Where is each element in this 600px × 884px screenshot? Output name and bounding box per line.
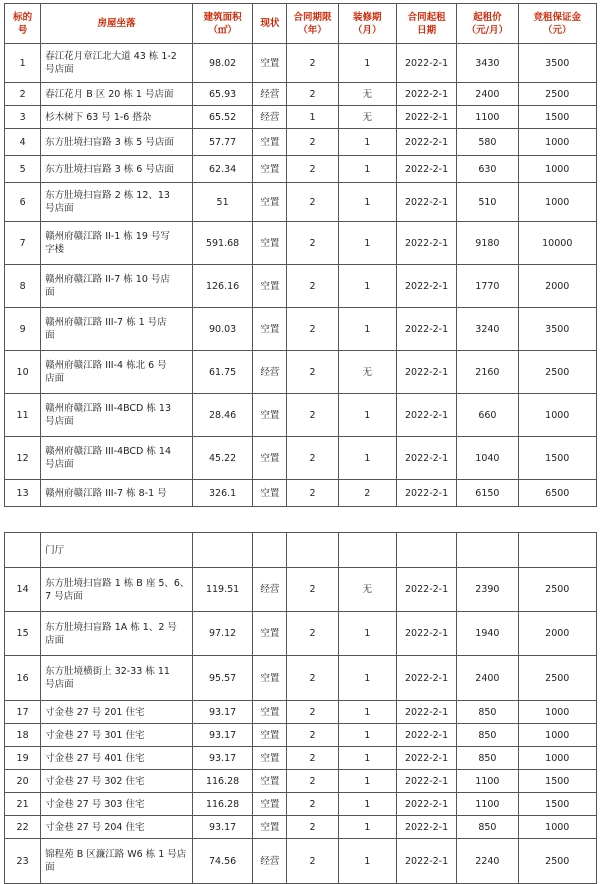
address-cell [41, 816, 193, 839]
start-date-cell: 2022-2-1 [396, 156, 456, 183]
status-cell: 空置 [253, 656, 287, 701]
index-cell: 5 [5, 156, 41, 183]
start-date-cell: 2022-2-1 [396, 265, 456, 308]
address-line: 杉木树下 63 号 1-6 搭杂 [45, 111, 152, 123]
address-line: 东方肚境扫盲路 3 栋 6 号店面 [45, 163, 174, 175]
deposit-cell: 3500 [518, 308, 596, 351]
rent-cell: 850 [457, 724, 518, 747]
start-date-cell: 2022-2-1 [396, 770, 456, 793]
area-cell [192, 533, 252, 568]
deposit-cell: 10000 [518, 222, 596, 265]
area-cell: 28.46 [192, 394, 252, 437]
status-cell: 空置 [253, 701, 287, 724]
index-cell: 16 [5, 656, 41, 701]
address-line: 赣州府赣江路 III-4BCD 栋 14 [45, 446, 171, 457]
term-cell: 2 [287, 747, 338, 770]
start-date-cell: 2022-2-1 [396, 437, 456, 480]
deposit-cell: 2000 [518, 265, 596, 308]
table-row [5, 222, 597, 265]
deposit-cell: 1000 [518, 129, 596, 156]
area-cell: 119.51 [192, 568, 252, 612]
fitout-cell: 无 [338, 568, 396, 612]
start-date-cell [396, 533, 456, 568]
status-cell: 空置 [253, 480, 287, 507]
area-cell: 57.77 [192, 129, 252, 156]
table-row [5, 394, 597, 437]
status-cell: 空置 [253, 437, 287, 480]
fitout-cell [338, 533, 396, 568]
address-cell [41, 222, 193, 265]
start-date-cell: 2022-2-1 [396, 747, 456, 770]
rent-cell: 2240 [457, 839, 518, 884]
term-cell: 2 [287, 394, 338, 437]
address-line: 面 [45, 862, 55, 873]
index-cell: 1 [5, 44, 41, 83]
address-cell [41, 351, 193, 394]
start-date-cell: 2022-2-1 [396, 701, 456, 724]
fitout-cell: 1 [338, 747, 396, 770]
address-line: 号店面 [45, 416, 74, 427]
address-line: 寸金巷 27 号 303 住宅 [45, 798, 145, 810]
fitout-cell: 2 [338, 480, 396, 507]
address-line: 店面 [45, 373, 65, 384]
deposit-cell [518, 533, 596, 568]
table-row [5, 129, 597, 156]
term-cell: 2 [287, 839, 338, 884]
index-cell [5, 533, 41, 568]
address-cell [41, 747, 193, 770]
status-cell: 空置 [253, 265, 287, 308]
address-cell [41, 793, 193, 816]
table-row [5, 265, 597, 308]
index-cell: 2 [5, 83, 41, 106]
address-line: 门厅 [45, 544, 65, 556]
index-cell: 19 [5, 747, 41, 770]
table-row [5, 701, 597, 724]
start-date-cell: 2022-2-1 [396, 129, 456, 156]
fitout-cell: 1 [338, 816, 396, 839]
index-cell: 12 [5, 437, 41, 480]
term-cell: 2 [287, 351, 338, 394]
deposit-cell: 2000 [518, 612, 596, 656]
index-cell: 8 [5, 265, 41, 308]
area-cell: 116.28 [192, 770, 252, 793]
term-cell: 2 [287, 612, 338, 656]
address-line: 寸金巷 27 号 401 住宅 [45, 752, 145, 764]
fitout-cell: 1 [338, 701, 396, 724]
address-cell [41, 437, 193, 480]
table-row [5, 44, 597, 83]
rent-cell: 2160 [457, 351, 518, 394]
header-term: 合同期限 （年） [287, 4, 338, 44]
area-cell: 65.52 [192, 106, 252, 129]
rent-cell: 3430 [457, 44, 518, 83]
rent-cell [457, 533, 518, 568]
header-address: 房屋坐落 [41, 4, 193, 44]
term-cell: 2 [287, 437, 338, 480]
fitout-cell: 1 [338, 793, 396, 816]
table-row [5, 106, 597, 129]
table-row [5, 351, 597, 394]
start-date-cell: 2022-2-1 [396, 568, 456, 612]
rent-cell: 1100 [457, 106, 518, 129]
rent-cell: 1100 [457, 793, 518, 816]
rent-cell: 630 [457, 156, 518, 183]
fitout-cell: 1 [338, 308, 396, 351]
status-cell: 空置 [253, 183, 287, 222]
status-cell: 经营 [253, 568, 287, 612]
header-area: 建筑面积 （㎡） [192, 4, 252, 44]
index-cell: 4 [5, 129, 41, 156]
table-row [5, 839, 597, 884]
index-cell: 13 [5, 480, 41, 507]
address-cell [41, 83, 193, 106]
table-row [5, 770, 597, 793]
address-line: 东方肚境扫盲路 1A 栋 1、2 号 [45, 621, 177, 633]
deposit-cell: 2500 [518, 568, 596, 612]
address-cell [41, 724, 193, 747]
address-line: 赣州府赣江路 II-1 栋 19 号写 [45, 231, 170, 242]
address-line: 东方肚境横街上 32-33 栋 11 [45, 666, 170, 677]
address-line: 春江花月 B 区 20 栋 1 号店面 [45, 88, 174, 100]
term-cell: 2 [287, 156, 338, 183]
table-row [5, 568, 597, 612]
area-cell: 93.17 [192, 816, 252, 839]
start-date-cell: 2022-2-1 [396, 351, 456, 394]
index-cell: 6 [5, 183, 41, 222]
deposit-cell: 1000 [518, 701, 596, 724]
rent-cell: 2400 [457, 656, 518, 701]
fitout-cell: 1 [338, 265, 396, 308]
start-date-cell: 2022-2-1 [396, 394, 456, 437]
status-cell: 经营 [253, 351, 287, 394]
address-line: 寸金巷 27 号 204 住宅 [45, 821, 145, 833]
address-line: 赣州府赣江路 II-7 栋 10 号店 [45, 274, 170, 285]
address-line: 赣州府赣江路 III-7 栋 1 号店 [45, 317, 167, 328]
address-line: 赣州府赣江路 III-4BCD 栋 13 [45, 403, 171, 414]
fitout-cell: 1 [338, 44, 396, 83]
rental-table-page-1 [4, 3, 597, 507]
address-line: 面 [45, 287, 55, 298]
term-cell: 2 [287, 770, 338, 793]
fitout-cell: 1 [338, 612, 396, 656]
fitout-cell: 1 [338, 129, 396, 156]
address-line: 号店面 [45, 64, 74, 75]
start-date-cell: 2022-2-1 [396, 793, 456, 816]
area-cell: 65.93 [192, 83, 252, 106]
address-cell [41, 701, 193, 724]
deposit-cell: 1500 [518, 793, 596, 816]
status-cell: 空置 [253, 747, 287, 770]
status-cell: 空置 [253, 156, 287, 183]
term-cell: 2 [287, 724, 338, 747]
address-line: 东方肚境扫盲路 1 栋 B 座 5、6、 [45, 577, 190, 589]
start-date-cell: 2022-2-1 [396, 480, 456, 507]
start-date-cell: 2022-2-1 [396, 183, 456, 222]
rent-cell: 9180 [457, 222, 518, 265]
term-cell: 2 [287, 44, 338, 83]
status-cell: 空置 [253, 793, 287, 816]
table-row [5, 183, 597, 222]
rent-cell: 850 [457, 816, 518, 839]
deposit-cell: 1000 [518, 816, 596, 839]
address-cell [41, 568, 193, 612]
area-cell: 93.17 [192, 701, 252, 724]
header-status: 现状 [253, 4, 287, 44]
deposit-cell: 2500 [518, 83, 596, 106]
address-line: 7 号店面 [45, 590, 83, 602]
header-deposit: 竞租保证金 （元） [518, 4, 596, 44]
term-cell: 2 [287, 83, 338, 106]
table-row [5, 156, 597, 183]
term-cell: 2 [287, 129, 338, 156]
rent-cell: 850 [457, 747, 518, 770]
status-cell: 空置 [253, 129, 287, 156]
rent-cell: 2390 [457, 568, 518, 612]
term-cell: 2 [287, 480, 338, 507]
index-cell: 7 [5, 222, 41, 265]
fitout-cell: 无 [338, 106, 396, 129]
table-row [5, 793, 597, 816]
status-cell: 空置 [253, 770, 287, 793]
index-cell: 17 [5, 701, 41, 724]
address-line: 寸金巷 27 号 302 住宅 [45, 775, 145, 787]
index-cell: 14 [5, 568, 41, 612]
address-line: 赣州府赣江路 III-7 栋 8-1 号 [45, 487, 167, 499]
term-cell: 2 [287, 308, 338, 351]
start-date-cell: 2022-2-1 [396, 83, 456, 106]
deposit-cell: 3500 [518, 44, 596, 83]
area-cell: 93.17 [192, 747, 252, 770]
fitout-cell: 1 [338, 183, 396, 222]
term-cell: 2 [287, 656, 338, 701]
address-cell [41, 839, 193, 884]
address-line: 锦程苑 B 区濂江路 W6 栋 1 号店 [45, 849, 187, 860]
start-date-cell: 2022-2-1 [396, 106, 456, 129]
address-line: 面 [45, 330, 55, 341]
deposit-cell: 6500 [518, 480, 596, 507]
start-date-cell: 2022-2-1 [396, 308, 456, 351]
address-line: 号店面 [45, 679, 74, 690]
index-cell: 20 [5, 770, 41, 793]
status-cell: 空置 [253, 612, 287, 656]
area-cell: 45.22 [192, 437, 252, 480]
address-line: 寸金巷 27 号 201 住宅 [45, 706, 145, 718]
table-row [5, 612, 597, 656]
area-cell: 74.56 [192, 839, 252, 884]
status-cell [253, 533, 287, 568]
table-row [5, 308, 597, 351]
term-cell: 2 [287, 265, 338, 308]
fitout-cell: 1 [338, 156, 396, 183]
deposit-cell: 1000 [518, 724, 596, 747]
rental-table-page-2 [4, 532, 597, 884]
index-cell: 15 [5, 612, 41, 656]
table-row [5, 480, 597, 507]
term-cell: 1 [287, 106, 338, 129]
fitout-cell: 无 [338, 83, 396, 106]
rent-cell: 3240 [457, 308, 518, 351]
rent-cell: 2400 [457, 83, 518, 106]
address-cell [41, 394, 193, 437]
area-cell: 93.17 [192, 724, 252, 747]
address-cell [41, 129, 193, 156]
deposit-cell: 1500 [518, 770, 596, 793]
area-cell: 591.68 [192, 222, 252, 265]
index-cell: 9 [5, 308, 41, 351]
term-cell [287, 533, 338, 568]
status-cell: 经营 [253, 839, 287, 884]
header-rent: 起租价 （元/月） [457, 4, 518, 44]
index-cell: 3 [5, 106, 41, 129]
rent-cell: 1770 [457, 265, 518, 308]
header-index: 标的 号 [5, 4, 41, 44]
table-row [5, 816, 597, 839]
area-cell: 90.03 [192, 308, 252, 351]
index-cell: 18 [5, 724, 41, 747]
status-cell: 空置 [253, 308, 287, 351]
term-cell: 2 [287, 701, 338, 724]
term-cell: 2 [287, 568, 338, 612]
status-cell: 空置 [253, 724, 287, 747]
deposit-cell: 2500 [518, 656, 596, 701]
deposit-cell: 1000 [518, 747, 596, 770]
table-row [5, 747, 597, 770]
rent-cell: 580 [457, 129, 518, 156]
deposit-cell: 1500 [518, 106, 596, 129]
start-date-cell: 2022-2-1 [396, 612, 456, 656]
address-cell [41, 770, 193, 793]
rent-cell: 510 [457, 183, 518, 222]
deposit-cell: 1000 [518, 183, 596, 222]
address-cell [41, 480, 193, 507]
address-cell [41, 308, 193, 351]
header-fitout: 装修期 （月） [338, 4, 396, 44]
index-cell: 11 [5, 394, 41, 437]
status-cell: 空置 [253, 222, 287, 265]
address-line: 赣州府赣江路 III-4 栋北 6 号 [45, 360, 167, 371]
deposit-cell: 2500 [518, 839, 596, 884]
deposit-cell: 1000 [518, 156, 596, 183]
table-row [5, 437, 597, 480]
address-cell [41, 106, 193, 129]
rent-cell: 6150 [457, 480, 518, 507]
start-date-cell: 2022-2-1 [396, 656, 456, 701]
address-cell [41, 156, 193, 183]
address-line: 店面 [45, 634, 65, 646]
term-cell: 2 [287, 222, 338, 265]
area-cell: 326.1 [192, 480, 252, 507]
rent-cell: 1040 [457, 437, 518, 480]
index-cell: 22 [5, 816, 41, 839]
term-cell: 2 [287, 793, 338, 816]
fitout-cell: 1 [338, 222, 396, 265]
area-cell: 97.12 [192, 612, 252, 656]
address-line: 寸金巷 27 号 301 住宅 [45, 729, 145, 741]
fitout-cell: 1 [338, 656, 396, 701]
fitout-cell: 1 [338, 724, 396, 747]
address-cell [41, 183, 193, 222]
address-cell [41, 656, 193, 701]
fitout-cell: 1 [338, 770, 396, 793]
table-row [5, 656, 597, 701]
area-cell: 98.02 [192, 44, 252, 83]
start-date-cell: 2022-2-1 [396, 44, 456, 83]
status-cell: 经营 [253, 83, 287, 106]
address-line: 号店面 [45, 459, 74, 470]
address-line: 东方肚境扫盲路 3 栋 5 号店面 [45, 136, 174, 148]
address-line: 号店面 [45, 203, 74, 214]
table-row [5, 724, 597, 747]
start-date-cell: 2022-2-1 [396, 724, 456, 747]
status-cell: 经营 [253, 106, 287, 129]
area-cell: 61.75 [192, 351, 252, 394]
table-row [5, 83, 597, 106]
area-cell: 116.28 [192, 793, 252, 816]
index-cell: 10 [5, 351, 41, 394]
start-date-cell: 2022-2-1 [396, 816, 456, 839]
header-start-date: 合同起租 日期 [396, 4, 456, 44]
term-cell: 2 [287, 816, 338, 839]
address-line: 字楼 [45, 244, 65, 255]
header-row [5, 4, 597, 44]
table-row [5, 533, 597, 568]
address-cell [41, 44, 193, 83]
rent-cell: 1100 [457, 770, 518, 793]
area-cell: 95.57 [192, 656, 252, 701]
fitout-cell: 1 [338, 839, 396, 884]
status-cell: 空置 [253, 394, 287, 437]
deposit-cell: 1500 [518, 437, 596, 480]
deposit-cell: 2500 [518, 351, 596, 394]
address-cell [41, 265, 193, 308]
rent-cell: 1940 [457, 612, 518, 656]
address-cell [41, 612, 193, 656]
address-line: 东方肚境扫盲路 2 栋 12、13 [45, 190, 170, 201]
rent-cell: 660 [457, 394, 518, 437]
start-date-cell: 2022-2-1 [396, 222, 456, 265]
deposit-cell: 1000 [518, 394, 596, 437]
address-line: 春江花月章江北大道 43 栋 1-2 [45, 51, 177, 62]
index-cell: 23 [5, 839, 41, 884]
rent-cell: 850 [457, 701, 518, 724]
term-cell: 2 [287, 183, 338, 222]
index-cell: 21 [5, 793, 41, 816]
fitout-cell: 1 [338, 437, 396, 480]
address-cell [41, 533, 193, 568]
area-cell: 62.34 [192, 156, 252, 183]
start-date-cell: 2022-2-1 [396, 839, 456, 884]
area-cell: 126.16 [192, 265, 252, 308]
fitout-cell: 无 [338, 351, 396, 394]
status-cell: 空置 [253, 44, 287, 83]
fitout-cell: 1 [338, 394, 396, 437]
area-cell: 51 [192, 183, 252, 222]
status-cell: 空置 [253, 816, 287, 839]
